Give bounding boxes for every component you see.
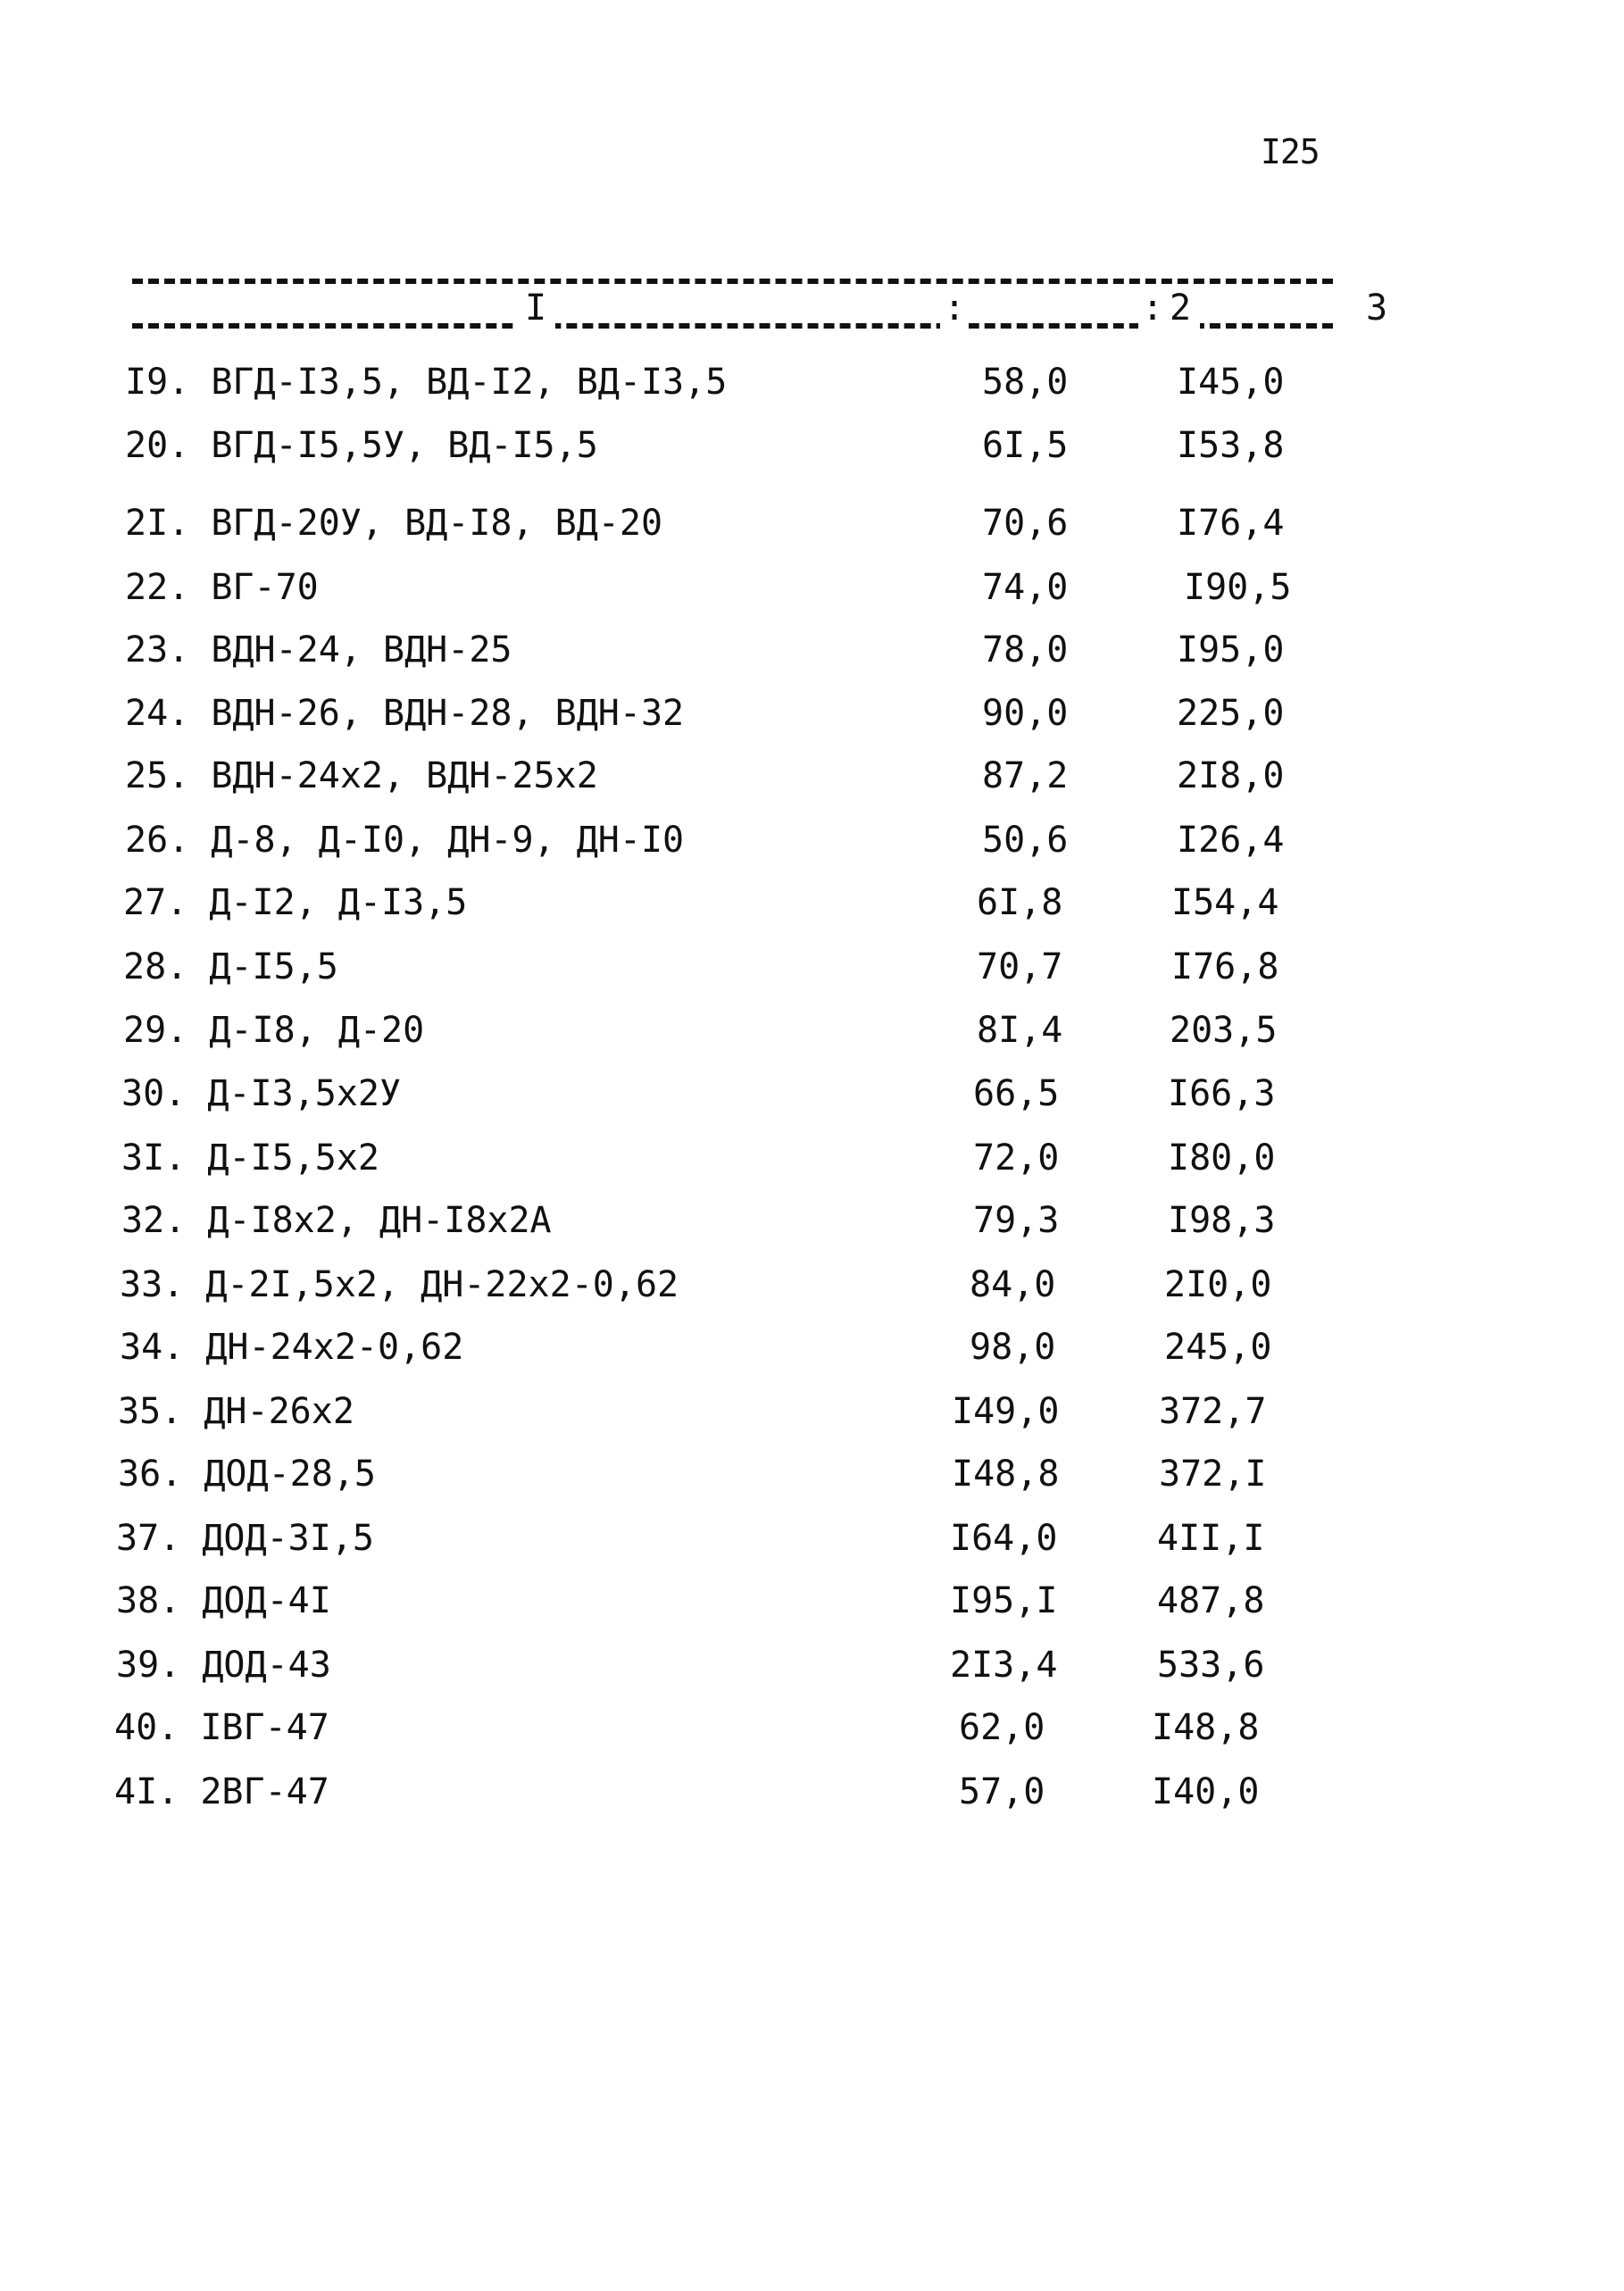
row-value-col2: 8I,4 <box>977 1010 1063 1051</box>
row-value-col3: 2I0,0 <box>1164 1264 1272 1305</box>
row-value-col2: 79,3 <box>973 1200 1060 1241</box>
row-name: 4I. 2ВГ-47 <box>114 1771 329 1812</box>
row-value-col2: 2I3,4 <box>950 1645 1058 1686</box>
row-value-col2: 6I,5 <box>982 425 1069 466</box>
row-value-col3: I53,8 <box>1177 425 1285 466</box>
row-value-col2: I64,0 <box>950 1518 1058 1559</box>
row-name: 23. ВДН-24, ВДН-25 <box>125 629 512 671</box>
row-value-col3: 487,8 <box>1157 1580 1265 1621</box>
row-value-col2: 57,0 <box>959 1771 1045 1812</box>
row-value-col3: 533,6 <box>1157 1645 1265 1686</box>
row-value-col2: 70,7 <box>977 946 1063 987</box>
header-col-3: 3 <box>1357 287 1396 329</box>
row-name: 3I. Д-I5,5х2 <box>121 1137 379 1179</box>
row-value-col2: I48,8 <box>952 1454 1060 1495</box>
row-name: 30. Д-I3,5х2У <box>121 1073 402 1114</box>
row-name: 39. ДОД-43 <box>116 1645 331 1686</box>
row-name: 22. ВГ-70 <box>125 567 319 608</box>
row-value-col3: I76,8 <box>1171 946 1279 987</box>
row-value-col3: I90,5 <box>1184 567 1292 608</box>
row-value-col3: I66,3 <box>1168 1073 1276 1114</box>
row-name: 28. Д-I5,5 <box>123 946 338 987</box>
row-value-col3: I26,4 <box>1177 820 1285 861</box>
row-name: 29. Д-I8, Д-20 <box>123 1010 425 1051</box>
header-separator-2: : <box>1138 287 1167 329</box>
row-value-col2: I95,I <box>950 1580 1058 1621</box>
page-number: I25 <box>1261 132 1320 171</box>
row-name: 40. IВГ-47 <box>114 1707 329 1748</box>
row-value-col2: 98,0 <box>970 1327 1056 1368</box>
header-col-1: I <box>516 287 555 329</box>
header-separator-1: : <box>940 287 969 329</box>
row-name: 35. ДН-26х2 <box>118 1391 354 1432</box>
row-name: 26. Д-8, Д-I0, ДН-9, ДН-I0 <box>125 820 685 861</box>
row-name: 25. ВДН-24х2, ВДН-25х2 <box>125 755 598 796</box>
row-value-col3: I48,8 <box>1152 1707 1260 1748</box>
row-value-col2: I49,0 <box>952 1391 1060 1432</box>
row-value-col2: 50,6 <box>982 820 1069 861</box>
row-name: 2I. ВГД-20У, ВД-I8, ВД-20 <box>125 503 663 544</box>
row-value-col3: I95,0 <box>1177 629 1285 671</box>
row-value-col2: 74,0 <box>982 567 1069 608</box>
row-name: 32. Д-I8х2, ДН-I8х2А <box>121 1200 552 1241</box>
row-value-col2: 90,0 <box>982 693 1069 734</box>
row-value-col2: 84,0 <box>970 1264 1056 1305</box>
row-value-col3: 245,0 <box>1164 1327 1272 1368</box>
table-top-rule <box>132 279 1333 284</box>
row-value-col3: I45,0 <box>1177 362 1285 403</box>
row-value-col3: 203,5 <box>1170 1010 1278 1051</box>
row-name: 37. ДОД-3I,5 <box>116 1518 374 1559</box>
row-value-col3: 225,0 <box>1177 693 1285 734</box>
row-value-col2: 62,0 <box>959 1707 1045 1748</box>
row-value-col3: 372,7 <box>1159 1391 1267 1432</box>
row-name: 38. ДОД-4I <box>116 1580 331 1621</box>
row-name: 27. Д-I2, Д-I3,5 <box>123 882 468 923</box>
row-name: I9. ВГД-I3,5, ВД-I2, ВД-I3,5 <box>125 362 728 403</box>
row-value-col2: 72,0 <box>973 1137 1060 1179</box>
table-header <box>132 287 1388 332</box>
row-name: 33. Д-2I,5х2, ДН-22х2-0,62 <box>120 1264 679 1305</box>
row-value-col3: I98,3 <box>1168 1200 1276 1241</box>
row-value-col2: 58,0 <box>982 362 1069 403</box>
row-value-col2: 70,6 <box>982 503 1069 544</box>
row-name: 34. ДН-24х2-0,62 <box>120 1327 464 1368</box>
row-value-col3: 2I8,0 <box>1177 755 1285 796</box>
row-value-col2: 87,2 <box>982 755 1069 796</box>
row-value-col2: 78,0 <box>982 629 1069 671</box>
row-value-col2: 66,5 <box>973 1073 1060 1114</box>
header-col-2: 2 <box>1161 287 1200 329</box>
row-name: 20. ВГД-I5,5У, ВД-I5,5 <box>125 425 598 466</box>
row-value-col3: I76,4 <box>1177 503 1285 544</box>
row-value-col3: I80,0 <box>1168 1137 1276 1179</box>
row-value-col3: I40,0 <box>1152 1771 1260 1812</box>
row-name: 24. ВДН-26, ВДН-28, ВДН-32 <box>125 693 685 734</box>
row-value-col3: 4II,I <box>1157 1518 1265 1559</box>
row-name: 36. ДОД-28,5 <box>118 1454 376 1495</box>
row-value-col2: 6I,8 <box>977 882 1063 923</box>
row-value-col3: I54,4 <box>1171 882 1279 923</box>
row-value-col3: 372,I <box>1159 1454 1267 1495</box>
